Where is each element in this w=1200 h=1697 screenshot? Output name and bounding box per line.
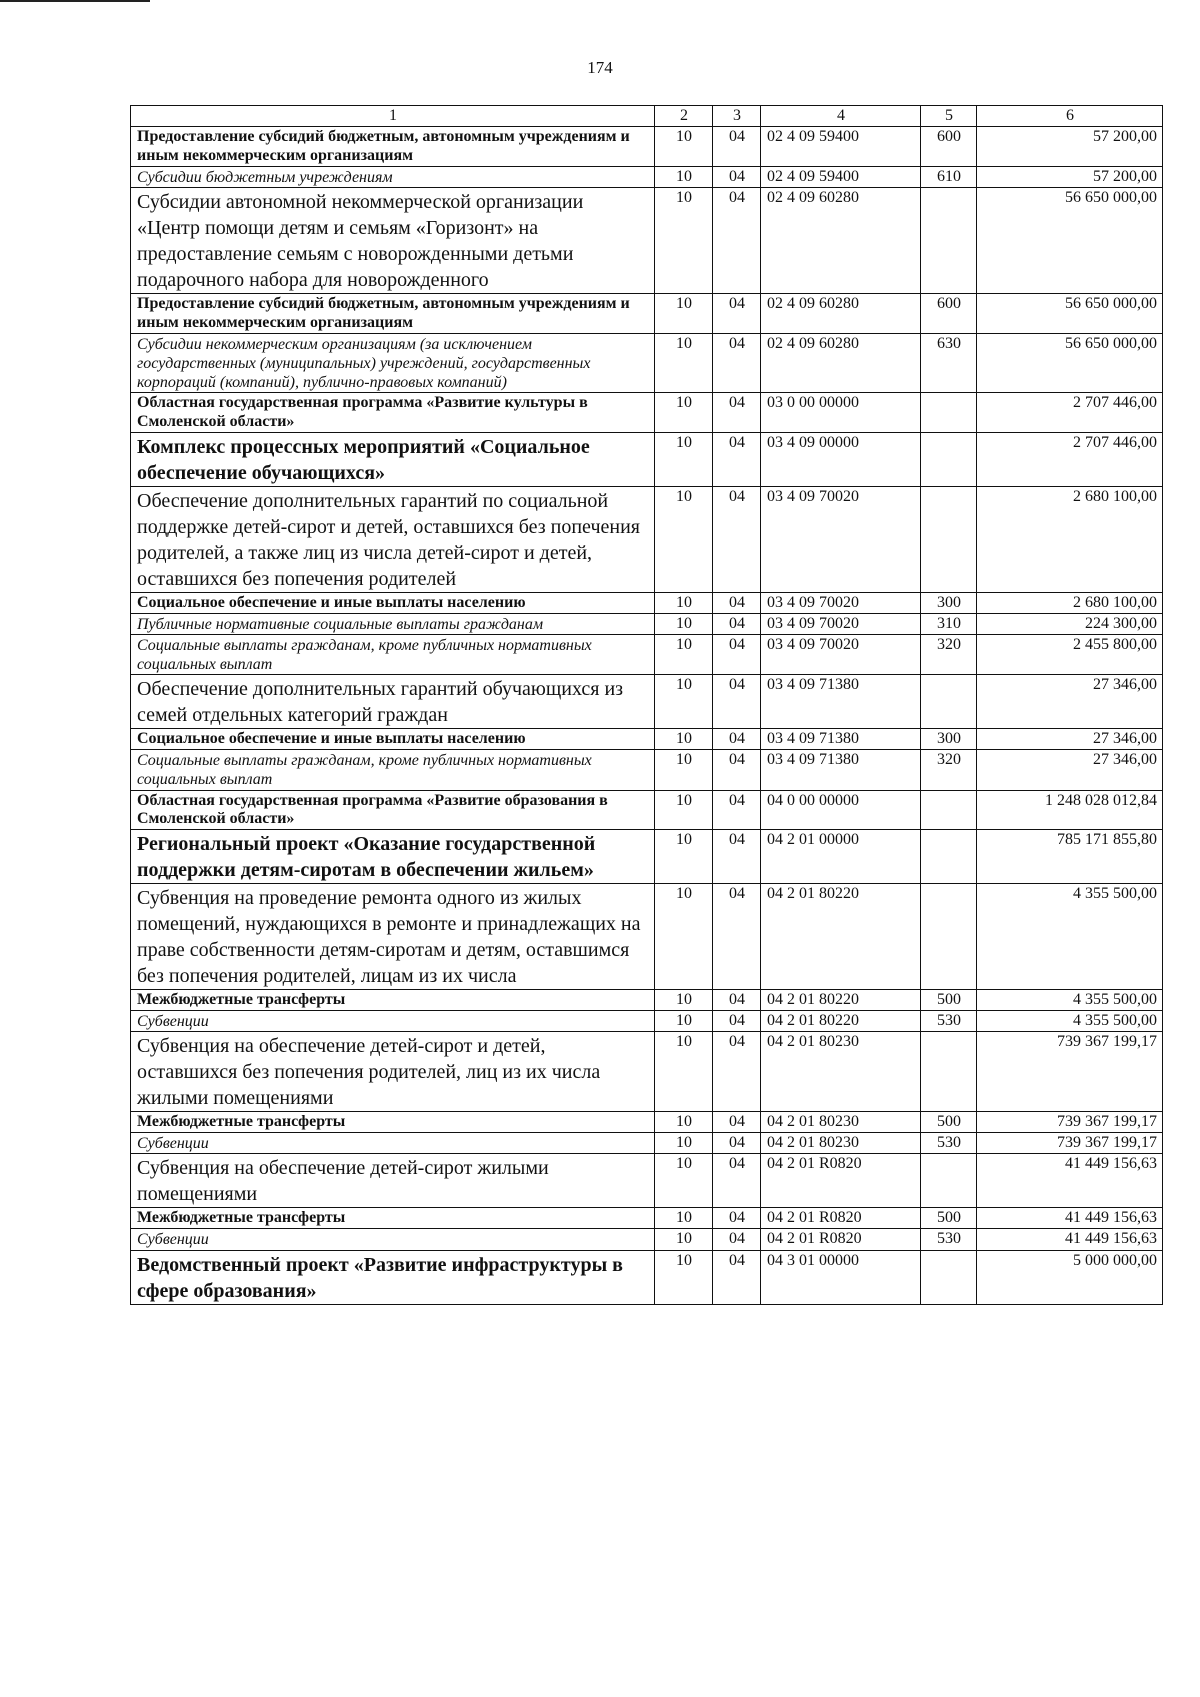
- row-expense-type: 310: [921, 613, 977, 634]
- table-row: [131, 750, 1163, 790]
- row-expense-type: [921, 393, 977, 433]
- table-row: [131, 634, 1163, 674]
- row-expense-type: 530: [921, 1229, 977, 1250]
- row-name: Субвенция на проведение ремонта одного из жилых помещений, нуждающихся в ремонте и принадлежащих на праве собственности детям-сиротам и детям, оставшимся без попечения родителей, лицам из их числа: [131, 884, 655, 990]
- row-subsection: 04: [713, 729, 761, 750]
- row-section: 10: [655, 750, 713, 790]
- header-col-6: 6: [977, 106, 1163, 127]
- row-section: 10: [655, 1032, 713, 1112]
- row-amount: 4 355 500,00: [977, 884, 1163, 990]
- table-row: [131, 432, 1163, 486]
- row-subsection: 04: [713, 486, 761, 592]
- row-section: 10: [655, 990, 713, 1011]
- row-expense-type: [921, 187, 977, 293]
- row-amount: 224 300,00: [977, 613, 1163, 634]
- row-section: 10: [655, 293, 713, 333]
- row-amount: 56 650 000,00: [977, 333, 1163, 393]
- row-target-code: 02 4 09 60280: [761, 333, 921, 393]
- row-name: Предоставление субсидий бюджетным, автономным учреждениям и иным некоммерческим организациям: [131, 126, 655, 166]
- row-expense-type: 600: [921, 126, 977, 166]
- row-target-code: 04 2 01 R0820: [761, 1208, 921, 1229]
- row-subsection: 04: [713, 1133, 761, 1154]
- table-row: [131, 1032, 1163, 1112]
- row-subsection: 04: [713, 1112, 761, 1133]
- row-subsection: 04: [713, 750, 761, 790]
- row-subsection: 04: [713, 990, 761, 1011]
- row-subsection: 04: [713, 613, 761, 634]
- row-target-code: 02 4 09 60280: [761, 293, 921, 333]
- row-target-code: 04 2 01 R0820: [761, 1154, 921, 1208]
- row-section: 10: [655, 432, 713, 486]
- row-expense-type: [921, 1032, 977, 1112]
- row-target-code: 03 4 09 71380: [761, 675, 921, 729]
- row-name: Региональный проект «Оказание государственной поддержки детям-сиротам в обеспечении жильем»: [131, 830, 655, 884]
- row-amount: 2 707 446,00: [977, 432, 1163, 486]
- header-col-5: 5: [921, 106, 977, 127]
- row-target-code: 04 2 01 80220: [761, 1011, 921, 1032]
- row-section: 10: [655, 592, 713, 613]
- row-subsection: 04: [713, 1250, 761, 1304]
- row-amount: 4 355 500,00: [977, 1011, 1163, 1032]
- row-subsection: 04: [713, 166, 761, 187]
- row-subsection: 04: [713, 1154, 761, 1208]
- header-col-4: 4: [761, 106, 921, 127]
- row-subsection: 04: [713, 884, 761, 990]
- row-expense-type: [921, 486, 977, 592]
- table-row: [131, 126, 1163, 166]
- row-subsection: 04: [713, 830, 761, 884]
- row-expense-type: 530: [921, 1011, 977, 1032]
- row-subsection: 04: [713, 634, 761, 674]
- row-subsection: 04: [713, 293, 761, 333]
- row-name: Субсидии некоммерческим организациям (за исключением государственных (муниципальных) учреждений, государственных корпораций (компаний), публично-правовых компаний): [131, 333, 655, 393]
- row-expense-type: [921, 884, 977, 990]
- row-name: Обеспечение дополнительных гарантий обучающихся из семей отдельных категорий граждан: [131, 675, 655, 729]
- table-body: [131, 126, 1163, 1304]
- row-target-code: 03 4 09 00000: [761, 432, 921, 486]
- table-row: [131, 729, 1163, 750]
- row-amount: 1 248 028 012,84: [977, 790, 1163, 830]
- row-subsection: 04: [713, 393, 761, 433]
- header-row: [131, 106, 1163, 127]
- row-subsection: 04: [713, 592, 761, 613]
- row-amount: 2 680 100,00: [977, 592, 1163, 613]
- row-section: 10: [655, 1112, 713, 1133]
- row-amount: 4 355 500,00: [977, 990, 1163, 1011]
- row-section: 10: [655, 1011, 713, 1032]
- row-expense-type: [921, 790, 977, 830]
- row-section: 10: [655, 486, 713, 592]
- row-expense-type: [921, 1154, 977, 1208]
- row-target-code: 04 2 01 R0820: [761, 1229, 921, 1250]
- row-target-code: 03 4 09 71380: [761, 750, 921, 790]
- row-section: 10: [655, 1208, 713, 1229]
- row-name: Социальное обеспечение и иные выплаты населению: [131, 729, 655, 750]
- scan-corner-line: [0, 0, 150, 2]
- table-row: [131, 1229, 1163, 1250]
- table-row: [131, 1208, 1163, 1229]
- header-col-3: 3: [713, 106, 761, 127]
- table-row: [131, 187, 1163, 293]
- row-amount: 57 200,00: [977, 166, 1163, 187]
- row-amount: 2 680 100,00: [977, 486, 1163, 592]
- row-amount: 739 367 199,17: [977, 1133, 1163, 1154]
- row-amount: 41 449 156,63: [977, 1229, 1163, 1250]
- row-subsection: 04: [713, 675, 761, 729]
- table-row: [131, 884, 1163, 990]
- budget-table: [130, 105, 1163, 1305]
- row-name: Межбюджетные трансферты: [131, 990, 655, 1011]
- row-name: Субвенции: [131, 1011, 655, 1032]
- row-amount: 739 367 199,17: [977, 1032, 1163, 1112]
- row-name: Субвенция на обеспечение детей-сирот жилыми помещениями: [131, 1154, 655, 1208]
- table-row: [131, 790, 1163, 830]
- row-expense-type: 500: [921, 1208, 977, 1229]
- row-expense-type: 320: [921, 750, 977, 790]
- row-section: 10: [655, 1133, 713, 1154]
- row-section: 10: [655, 729, 713, 750]
- header-col-2: 2: [655, 106, 713, 127]
- table-row: [131, 486, 1163, 592]
- row-subsection: 04: [713, 790, 761, 830]
- row-amount: 27 346,00: [977, 675, 1163, 729]
- row-amount: 27 346,00: [977, 729, 1163, 750]
- row-expense-type: [921, 1250, 977, 1304]
- row-target-code: 03 4 09 71380: [761, 729, 921, 750]
- row-target-code: 02 4 09 59400: [761, 126, 921, 166]
- row-name: Предоставление субсидий бюджетным, автономным учреждениям и иным некоммерческим организациям: [131, 293, 655, 333]
- row-amount: 41 449 156,63: [977, 1208, 1163, 1229]
- row-target-code: 02 4 09 59400: [761, 166, 921, 187]
- row-section: 10: [655, 333, 713, 393]
- row-target-code: 04 3 01 00000: [761, 1250, 921, 1304]
- row-subsection: 04: [713, 1011, 761, 1032]
- table-row: [131, 592, 1163, 613]
- table-row: [131, 166, 1163, 187]
- table-row: [131, 293, 1163, 333]
- row-section: 10: [655, 1229, 713, 1250]
- table-row: [131, 1011, 1163, 1032]
- row-target-code: 03 4 09 70020: [761, 613, 921, 634]
- row-name: Субсидии бюджетным учреждениям: [131, 166, 655, 187]
- row-target-code: 04 0 00 00000: [761, 790, 921, 830]
- row-target-code: 03 4 09 70020: [761, 634, 921, 674]
- row-target-code: 04 2 01 80230: [761, 1112, 921, 1133]
- row-target-code: 04 2 01 00000: [761, 830, 921, 884]
- row-amount: 56 650 000,00: [977, 187, 1163, 293]
- row-name: Комплекс процессных мероприятий «Социальное обеспечение обучающихся»: [131, 432, 655, 486]
- row-expense-type: 300: [921, 592, 977, 613]
- row-target-code: 03 0 00 00000: [761, 393, 921, 433]
- row-name: Публичные нормативные социальные выплаты гражданам: [131, 613, 655, 634]
- row-expense-type: 320: [921, 634, 977, 674]
- row-amount: 2 455 800,00: [977, 634, 1163, 674]
- row-name: Межбюджетные трансферты: [131, 1112, 655, 1133]
- row-name: Областная государственная программа «Развитие образования в Смоленской области»: [131, 790, 655, 830]
- row-amount: 57 200,00: [977, 126, 1163, 166]
- row-section: 10: [655, 830, 713, 884]
- row-subsection: 04: [713, 333, 761, 393]
- row-target-code: 04 2 01 80220: [761, 990, 921, 1011]
- row-expense-type: 500: [921, 990, 977, 1011]
- row-subsection: 04: [713, 126, 761, 166]
- table-row: [131, 613, 1163, 634]
- row-subsection: 04: [713, 432, 761, 486]
- page-number: 174: [587, 58, 613, 77]
- row-section: 10: [655, 166, 713, 187]
- row-target-code: 03 4 09 70020: [761, 486, 921, 592]
- row-target-code: 04 2 01 80220: [761, 884, 921, 990]
- row-expense-type: 600: [921, 293, 977, 333]
- row-expense-type: 300: [921, 729, 977, 750]
- row-amount: 785 171 855,80: [977, 830, 1163, 884]
- row-name: Субвенции: [131, 1133, 655, 1154]
- row-name: Социальные выплаты гражданам, кроме публичных нормативных социальных выплат: [131, 634, 655, 674]
- table-row: [131, 1250, 1163, 1304]
- table-row: [131, 1154, 1163, 1208]
- row-amount: 56 650 000,00: [977, 293, 1163, 333]
- row-amount: 41 449 156,63: [977, 1154, 1163, 1208]
- row-section: 10: [655, 613, 713, 634]
- row-name: Ведомственный проект «Развитие инфраструктуры в сфере образования»: [131, 1250, 655, 1304]
- row-subsection: 04: [713, 1032, 761, 1112]
- row-target-code: 02 4 09 60280: [761, 187, 921, 293]
- table-row: [131, 830, 1163, 884]
- row-amount: 2 707 446,00: [977, 393, 1163, 433]
- row-section: 10: [655, 1250, 713, 1304]
- row-target-code: 04 2 01 80230: [761, 1032, 921, 1112]
- row-section: 10: [655, 1154, 713, 1208]
- row-expense-type: [921, 432, 977, 486]
- row-expense-type: 530: [921, 1133, 977, 1154]
- row-name: Субвенции: [131, 1229, 655, 1250]
- row-expense-type: 500: [921, 1112, 977, 1133]
- row-target-code: 03 4 09 70020: [761, 592, 921, 613]
- row-target-code: 04 2 01 80230: [761, 1133, 921, 1154]
- row-name: Субсидии автономной некоммерческой организации «Центр помощи детям и семьям «Горизонт» на предоставление семьям с новорожденными детьми подарочного набора для новорожденного: [131, 187, 655, 293]
- row-name: Областная государственная программа «Развитие культуры в Смоленской области»: [131, 393, 655, 433]
- row-subsection: 04: [713, 187, 761, 293]
- header-col-1: 1: [131, 106, 655, 127]
- row-amount: 739 367 199,17: [977, 1112, 1163, 1133]
- row-section: 10: [655, 126, 713, 166]
- row-name: Межбюджетные трансферты: [131, 1208, 655, 1229]
- row-subsection: 04: [713, 1229, 761, 1250]
- row-subsection: 04: [713, 1208, 761, 1229]
- row-amount: 27 346,00: [977, 750, 1163, 790]
- row-expense-type: 630: [921, 333, 977, 393]
- table-row: [131, 1112, 1163, 1133]
- table-row: [131, 675, 1163, 729]
- row-expense-type: [921, 830, 977, 884]
- row-section: 10: [655, 675, 713, 729]
- table-row: [131, 333, 1163, 393]
- row-section: 10: [655, 393, 713, 433]
- row-section: 10: [655, 187, 713, 293]
- row-name: Социальные выплаты гражданам, кроме публичных нормативных социальных выплат: [131, 750, 655, 790]
- row-name: Социальное обеспечение и иные выплаты населению: [131, 592, 655, 613]
- row-amount: 5 000 000,00: [977, 1250, 1163, 1304]
- row-section: 10: [655, 790, 713, 830]
- table-row: [131, 393, 1163, 433]
- row-section: 10: [655, 884, 713, 990]
- row-expense-type: [921, 675, 977, 729]
- table-row: [131, 990, 1163, 1011]
- row-expense-type: 610: [921, 166, 977, 187]
- table-row: [131, 1133, 1163, 1154]
- row-name: Обеспечение дополнительных гарантий по социальной поддержке детей-сирот и детей, оставшихся без попечения родителей, а также лиц из числа детей-сирот и детей, оставшихся без попечения родителей: [131, 486, 655, 592]
- row-name: Субвенция на обеспечение детей-сирот и детей, оставшихся без попечения родителей, лиц из их числа жилыми помещениями: [131, 1032, 655, 1112]
- row-section: 10: [655, 634, 713, 674]
